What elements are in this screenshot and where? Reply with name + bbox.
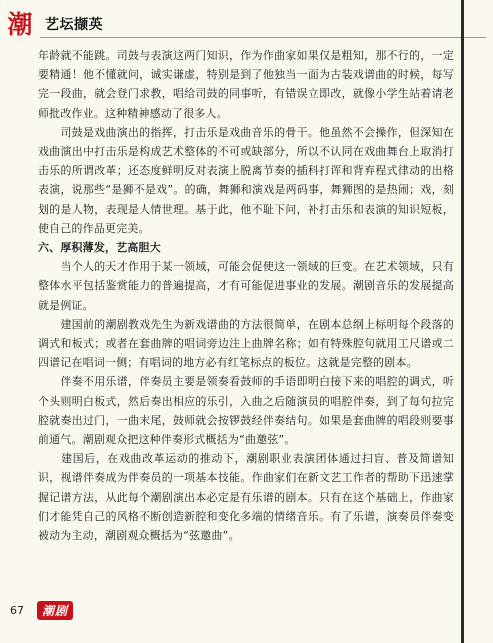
paragraph-5: 伴奏不用乐谱，伴奏员主要是领奏看鼓师的手语即明白接下来的唱腔的调式，听个头则明白板式，然后奏出相应的乐引，入曲之后随演员的唱腔伴奏，到了每句拉完腔就奏出过门，一曲末尾，鼓师就会按锣鼓经伴奏结句。如果是套曲牌的唱段则要事前通气。潮剧观众把这种伴奏形式概括为“曲邀弦”。 xyxy=(38,375,454,447)
section-heading-6: 六、厚积薄发，艺高胆大 xyxy=(38,241,161,255)
header-divider xyxy=(40,37,486,38)
section-title: 艺坛撷英 xyxy=(45,17,103,33)
paragraph-2: 司鼓是戏曲演出的指挥，打击乐是戏曲音乐的骨干。他虽然不会操作，但深知在戏曲演出中打击乐是构成艺术整体的不可或缺部分，所以不认同在戏曲舞台上取消打击乐的所谓改革；还态度鲜明反对表演上脱离节奏的插科打诨和背弃程式律动的出格表演，说那些“是狮不是戏”。的确，舞狮和演戏是两码事，舞狮图的是热闹；戏，刻划的是人物，表现是人情世理。基于此，他不耻下问，补打击乐和表演的知识短板，使自己的作品更完美。 xyxy=(38,125,454,235)
paragraph-3: 当个人的天才作用于某一领域，可能会促使这一领域的巨变。在艺术领域，只有整体水平包括鉴赏能力的普遍提高，才有可能促进事业的发展。潮剧音乐的发展提高就是例证。 xyxy=(38,260,454,312)
paragraph-4: 建国前的潮剧教戏先生为新戏谱曲的方法很简单，在剧本总纲上标明每个段落的调式和板式；或者在套曲牌的唱词旁边注上曲牌名称；如有特殊腔句就用工尺谱或二四谱记在唱词一侧；有唱词的地方必有红笔标点的板位。这就是完整的剧本。 xyxy=(38,317,454,370)
article-body xyxy=(38,46,454,545)
page-footer xyxy=(0,596,493,636)
page-header xyxy=(0,0,493,44)
page-number: 67 xyxy=(10,604,24,617)
footer-logo-text: 潮剧 xyxy=(41,604,68,618)
footer-logo xyxy=(37,601,73,620)
paragraph-1: 年龄就不能跳。司鼓与表演这两门知识，作为作曲家如果仅是粗知，那不行的，一定要精通！他不懂就问，诚实谦虚，特别是到了他独当一面为古装戏谱曲的时候，每写完一段曲，就会登门求教，唱给司鼓的同事听，有错误立即改，就像小学生站着请老师批改作业。这种精神感动了很多人。 xyxy=(38,49,454,120)
magazine-logo-mark xyxy=(5,9,35,39)
logo-glyph: 潮 xyxy=(7,9,33,39)
paragraph-6: 建国后，在戏曲改革运动的推动下，潮剧职业表演团体通过扫盲、普及简谱知识，视谱伴奏成为伴奏员的一项基本技能。作曲家们在新文艺工作者的帮助下迅速掌握记谱方法，从此每个潮剧演出本必定是有乐谱的剧本。只有在这个基础上，作曲家们才能凭自己的风格不断创造新腔和变化多端的情绪音乐。有了乐谱，演奏员伴奏变被动为主动，潮剧观众概括为“弦邀曲”。 xyxy=(38,452,454,543)
margin-rule xyxy=(461,0,464,643)
